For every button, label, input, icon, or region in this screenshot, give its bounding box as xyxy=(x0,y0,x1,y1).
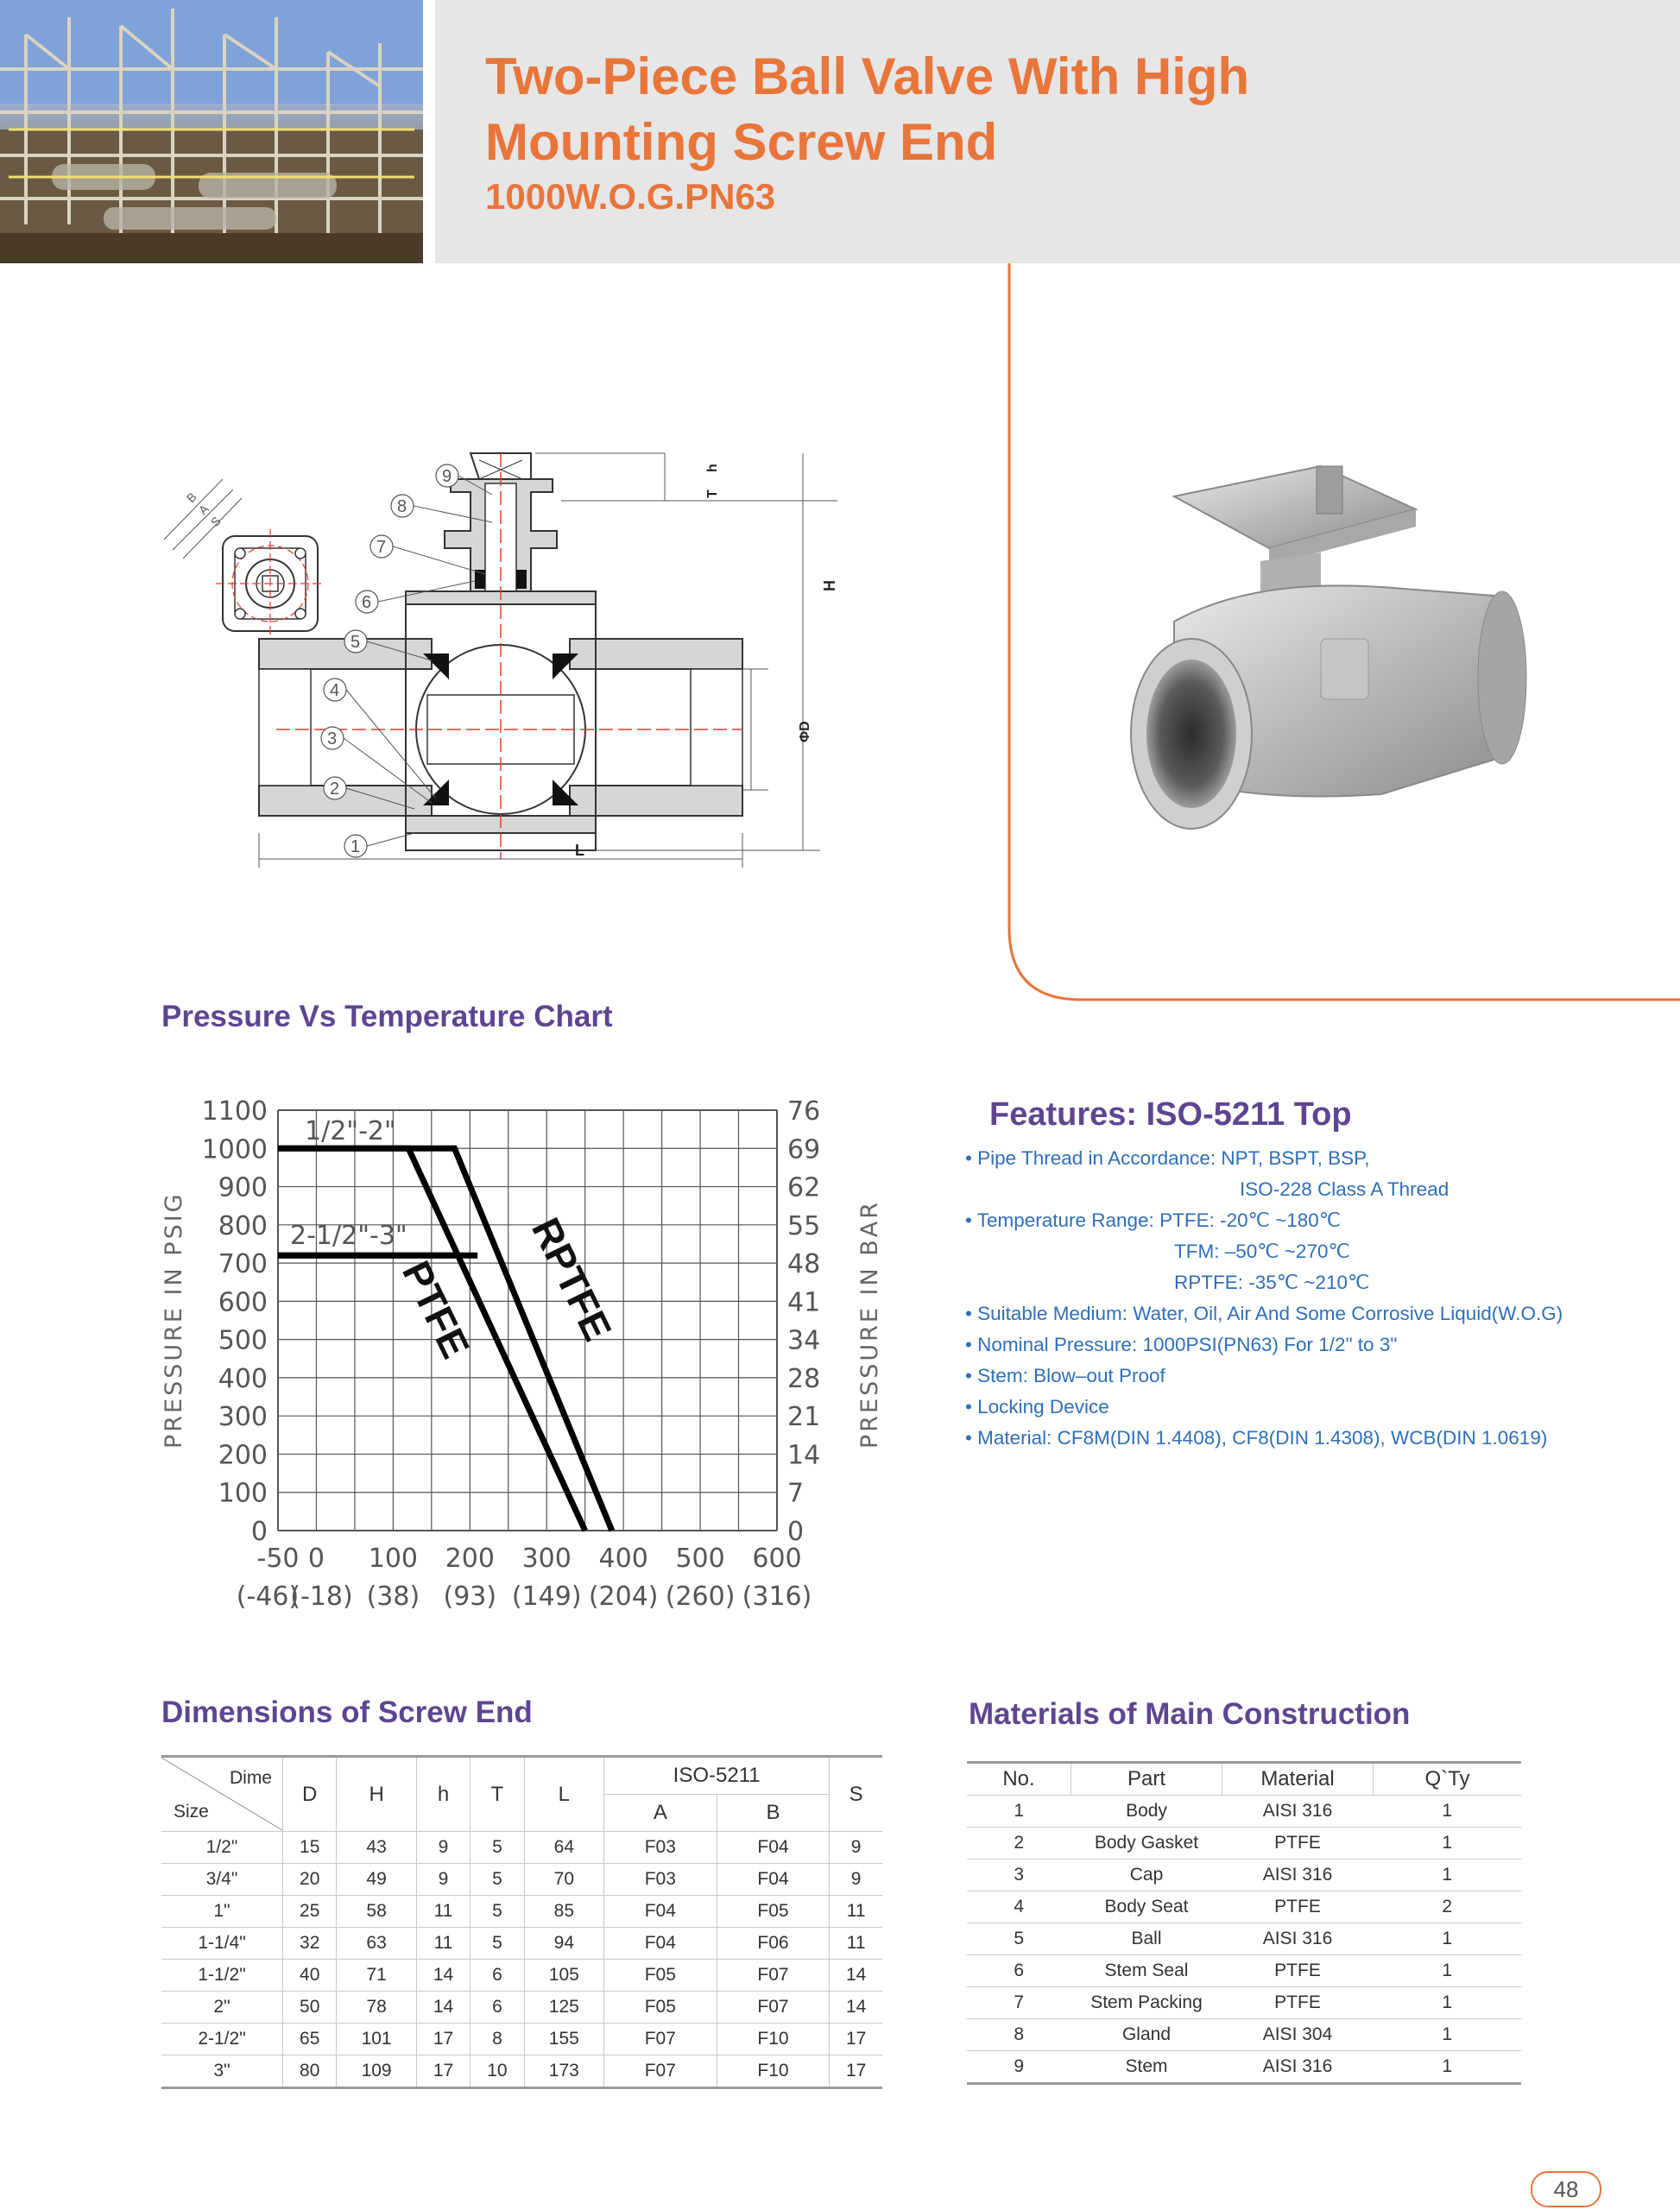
y-tick-label-bar: 7 xyxy=(787,1478,805,1509)
x-tick-label-f: -50 xyxy=(256,1544,300,1574)
table-cell: 71 xyxy=(337,1960,416,1992)
table-cell: 105 xyxy=(524,1960,603,1992)
table-cell: Cap xyxy=(1071,1860,1222,1891)
y-tick-label-psig: 1100 xyxy=(201,1096,268,1127)
pressure-temperature-chart xyxy=(147,1086,883,1621)
col-header-l: L xyxy=(524,1757,603,1832)
table-row xyxy=(967,1828,1521,1860)
table-cell: PTFE xyxy=(1222,1828,1374,1860)
table-cell: AISI 304 xyxy=(1222,2019,1374,2051)
feature-item: • Pipe Thread in Accordance: NPT, BSPT, BSP, xyxy=(965,1147,1370,1169)
table-cell: 78 xyxy=(337,1992,416,2024)
x-tick-label-c: (204) xyxy=(588,1582,659,1612)
table-cell: 1-1/2" xyxy=(161,1960,283,1992)
table-cell: 5 xyxy=(471,1896,524,1928)
y-tick-label-bar: 76 xyxy=(787,1096,821,1127)
table-cell: 11 xyxy=(830,1896,882,1928)
table-cell: 1/2" xyxy=(161,1832,283,1864)
table-cell: Gland xyxy=(1071,2019,1222,2051)
x-tick-label-f: 200 xyxy=(445,1544,495,1574)
table-cell: 32 xyxy=(283,1928,337,1960)
table-row xyxy=(161,2055,882,2088)
y-tick-label-bar: 69 xyxy=(787,1134,821,1165)
feature-item: • Nominal Pressure: 1000PSI(PN63) For 1/2" to 3" xyxy=(965,1334,1398,1355)
table-cell: 1 xyxy=(1374,2019,1522,2051)
table-row xyxy=(967,2051,1521,2084)
y-tick-label-bar: 0 xyxy=(787,1517,805,1547)
dim-label-b: B xyxy=(183,489,199,506)
table-cell: AISI 316 xyxy=(1222,2051,1374,2084)
page-number: 48 xyxy=(1531,2171,1601,2207)
table-cell: F05 xyxy=(604,1992,717,2024)
chart-tick-labels xyxy=(202,1096,821,1612)
table-cell: 17 xyxy=(416,2024,470,2055)
y-tick-label-bar: 48 xyxy=(787,1249,821,1280)
table-cell: F03 xyxy=(604,1864,717,1896)
col-header-no: No. xyxy=(967,1763,1071,1796)
table-cell: 94 xyxy=(524,1928,603,1960)
table-cell: 1" xyxy=(161,1896,283,1928)
table-cell: 10 xyxy=(471,2055,524,2088)
table-cell: 43 xyxy=(337,1832,416,1864)
table-cell: 109 xyxy=(337,2055,416,2088)
table-row xyxy=(967,1923,1521,1955)
dim-label-s: S xyxy=(207,514,224,530)
table-cell: 2-1/2" xyxy=(161,2024,283,2055)
dim-label-h: h xyxy=(705,464,720,472)
x-tick-label-f: 600 xyxy=(752,1544,802,1574)
corner-label-size: Size xyxy=(174,1802,209,1822)
svg-text:2: 2 xyxy=(330,780,340,799)
x-tick-label-f: 0 xyxy=(307,1544,325,1574)
table-cell: 1 xyxy=(1374,2051,1522,2084)
table-cell: 49 xyxy=(337,1864,416,1896)
y-tick-label-bar: 34 xyxy=(787,1325,821,1356)
table-cell: 1 xyxy=(1374,1796,1522,1828)
x-tick-label-c: (316) xyxy=(742,1582,812,1612)
table-cell: 2" xyxy=(161,1992,283,2024)
table-cell: 8 xyxy=(471,2024,524,2055)
table-cell: F07 xyxy=(604,2055,717,2088)
table-row xyxy=(161,1960,882,1992)
table-cell: 4 xyxy=(967,1891,1071,1923)
y-tick-label-psig: 300 xyxy=(218,1402,268,1433)
dimensions-table xyxy=(161,1755,882,2089)
table-cell: Stem xyxy=(1071,2051,1222,2084)
y-tick-label-psig: 600 xyxy=(218,1287,268,1318)
dim-label-big-h: H xyxy=(821,580,838,591)
table-cell: 5 xyxy=(471,1864,524,1896)
feature-item: • Suitable Medium: Water, Oil, Air And Some Corrosive Liquid(W.O.G) xyxy=(965,1303,1563,1324)
table-cell: 9 xyxy=(416,1864,470,1896)
table-cell: 9 xyxy=(416,1832,470,1864)
x-tick-label-c: (93) xyxy=(443,1582,497,1612)
y-tick-label-bar: 21 xyxy=(787,1402,821,1433)
table-cell: F07 xyxy=(717,1960,830,1992)
table-cell: F05 xyxy=(604,1960,717,1992)
y-tick-label-psig: 0 xyxy=(250,1517,268,1547)
table-cell: 5 xyxy=(471,1832,524,1864)
table-cell: 7 xyxy=(967,1987,1071,2019)
table-cell: 63 xyxy=(337,1928,416,1960)
table-cell: 125 xyxy=(524,1992,603,2024)
col-header-iso5211: ISO-5211 xyxy=(604,1757,830,1795)
dim-label-l: L xyxy=(575,842,584,859)
svg-text:3: 3 xyxy=(327,729,338,748)
table-cell: 14 xyxy=(416,1960,470,1992)
y-tick-label-bar: 14 xyxy=(787,1440,821,1471)
x-tick-label-c: (-18) xyxy=(290,1582,353,1612)
table-cell: 14 xyxy=(830,1992,882,2024)
table-cell: PTFE xyxy=(1222,1891,1374,1923)
table-cell: 65 xyxy=(283,2024,337,2055)
table-cell: 6 xyxy=(471,1992,524,2024)
col-header-qty: Q`Ty xyxy=(1374,1763,1522,1796)
svg-text:8: 8 xyxy=(397,497,407,516)
y-tick-label-bar: 55 xyxy=(787,1210,821,1241)
materials-table xyxy=(967,1761,1521,2085)
table-cell: 5 xyxy=(471,1928,524,1960)
table-cell: 9 xyxy=(830,1864,882,1896)
table-cell: 3/4" xyxy=(161,1864,283,1896)
table-cell: 11 xyxy=(416,1928,470,1960)
table-cell: 20 xyxy=(283,1864,337,1896)
table-cell: 101 xyxy=(337,2024,416,2055)
x-tick-label-c: (38) xyxy=(366,1582,420,1612)
table-cell: 173 xyxy=(524,2055,603,2088)
table-header-row xyxy=(161,1757,882,1795)
x-tick-label-c: (-46) xyxy=(236,1582,300,1612)
table-cell: F10 xyxy=(717,2024,830,2055)
y-tick-label-psig: 1000 xyxy=(201,1134,268,1165)
dimensions-heading: Dimensions of Screw End xyxy=(161,1695,533,1729)
x-tick-label-f: 300 xyxy=(521,1544,572,1574)
table-cell: F03 xyxy=(604,1832,717,1864)
table-cell: 64 xyxy=(524,1832,603,1864)
table-cell: F10 xyxy=(717,2055,830,2088)
svg-text:4: 4 xyxy=(330,681,340,700)
table-cell: Body Gasket xyxy=(1071,1828,1222,1860)
page-title-line-1: Two-Piece Ball Valve With High xyxy=(485,47,1250,105)
feature-item: • Material: CF8M(DIN 1.4408), CF8(DIN 1.4308), WCB(DIN 1.0619) xyxy=(965,1427,1548,1449)
valve-product-photo xyxy=(1122,449,1537,881)
table-cell: 1 xyxy=(1374,1828,1522,1860)
annotation-half-to-two: 1/2"-2" xyxy=(305,1116,396,1146)
materials-table-body xyxy=(967,1796,1521,2084)
feature-item: • Temperature Range: PTFE: -20℃ ~180℃ xyxy=(965,1209,1342,1231)
table-header-row xyxy=(967,1763,1521,1796)
table-cell: 9 xyxy=(830,1832,882,1864)
table-cell: 58 xyxy=(337,1896,416,1928)
table-cell: F04 xyxy=(717,1832,830,1864)
series-label-ptfe: PTFE xyxy=(394,1253,479,1366)
feature-item: • Locking Device xyxy=(965,1396,1109,1418)
table-cell: 70 xyxy=(524,1864,603,1896)
y-tick-label-psig: 200 xyxy=(218,1440,268,1471)
table-cell: 17 xyxy=(416,2055,470,2088)
svg-text:9: 9 xyxy=(442,467,452,486)
table-cell: F07 xyxy=(717,1992,830,2024)
table-row xyxy=(161,1992,882,2024)
table-cell: 8 xyxy=(967,2019,1071,2051)
table-row xyxy=(161,1928,882,1960)
table-cell: 15 xyxy=(283,1832,337,1864)
table-cell: 14 xyxy=(416,1992,470,2024)
y-tick-label-bar: 41 xyxy=(787,1287,821,1318)
svg-text:5: 5 xyxy=(351,633,361,652)
corner-label-dime: Dime xyxy=(229,1768,272,1788)
table-cell: F04 xyxy=(604,1928,717,1960)
table-cell: Ball xyxy=(1071,1923,1222,1955)
table-cell: 1 xyxy=(1374,1923,1522,1955)
corner-header-cell xyxy=(161,1757,283,1832)
table-cell: 1 xyxy=(967,1796,1071,1828)
table-row xyxy=(161,1896,882,1928)
col-header-material: Material xyxy=(1222,1763,1374,1796)
dim-label-a: A xyxy=(195,502,212,518)
table-cell: F04 xyxy=(717,1864,830,1896)
table-row xyxy=(967,1796,1521,1828)
table-cell: 11 xyxy=(416,1896,470,1928)
annotation-two-half-to-three: 2-1/2"-3" xyxy=(290,1221,407,1251)
table-cell: PTFE xyxy=(1222,1955,1374,1987)
table-cell: 1 xyxy=(1374,1860,1522,1891)
table-cell: 3 xyxy=(967,1860,1071,1891)
x-tick-label-f: 100 xyxy=(368,1544,419,1574)
table-row xyxy=(967,1891,1521,1923)
svg-text:1: 1 xyxy=(351,837,361,856)
y-tick-label-psig: 400 xyxy=(218,1363,268,1394)
features-title: Features: ISO-5211 Top xyxy=(989,1096,1352,1133)
table-cell: 1-1/4" xyxy=(161,1928,283,1960)
table-cell: Body xyxy=(1071,1796,1222,1828)
col-header-h: H xyxy=(337,1757,416,1832)
table-row xyxy=(967,1955,1521,1987)
x-tick-label-c: (149) xyxy=(511,1582,582,1612)
table-cell: 9 xyxy=(967,2051,1071,2084)
chart-heading: Pressure Vs Temperature Chart xyxy=(161,1000,613,1033)
callout-1 xyxy=(344,833,414,857)
table-cell: PTFE xyxy=(1222,1987,1374,2019)
dim-label-t: T xyxy=(705,489,720,498)
x-tick-label-c: (260) xyxy=(665,1582,736,1612)
feature-item: TFM: –50℃ ~270℃ xyxy=(1174,1241,1350,1262)
table-cell: 17 xyxy=(830,2055,882,2088)
table-cell: 85 xyxy=(524,1896,603,1928)
table-row xyxy=(161,1832,882,1864)
table-cell: 6 xyxy=(471,1960,524,1992)
col-header-a: A xyxy=(604,1795,717,1832)
top-view-drawing xyxy=(164,479,325,638)
col-header-s: S xyxy=(830,1757,882,1832)
page-title-line-2: Mounting Screw End xyxy=(485,113,998,171)
table-cell: 1 xyxy=(1374,1955,1522,1987)
y-axis-label-left: PRESSURE IN PSIG xyxy=(161,1191,187,1449)
table-cell: AISI 316 xyxy=(1222,1860,1374,1891)
series-label-rptfe: RPTFE xyxy=(523,1210,621,1348)
table-cell: 2 xyxy=(1374,1891,1522,1923)
col-header-small-h: h xyxy=(416,1757,470,1832)
table-cell: 14 xyxy=(830,1960,882,1992)
table-cell: 5 xyxy=(967,1923,1071,1955)
table-cell: 3" xyxy=(161,2055,283,2088)
table-cell: F06 xyxy=(717,1928,830,1960)
table-row xyxy=(967,1987,1521,2019)
table-cell: Stem Seal xyxy=(1071,1955,1222,1987)
col-header-part: Part xyxy=(1071,1763,1222,1796)
table-cell: 80 xyxy=(283,2055,337,2088)
y-tick-label-psig: 900 xyxy=(218,1172,268,1203)
y-tick-label-psig: 100 xyxy=(218,1478,268,1509)
table-cell: F07 xyxy=(604,2024,717,2055)
valve-section-drawing xyxy=(147,453,872,868)
col-header-t: T xyxy=(471,1757,524,1832)
col-header-b: B xyxy=(717,1795,830,1832)
table-cell: Stem Packing xyxy=(1071,1987,1222,2019)
table-cell: F05 xyxy=(717,1896,830,1928)
table-cell: F04 xyxy=(604,1896,717,1928)
feature-item: ISO-228 Class A Thread xyxy=(1240,1178,1449,1200)
table-cell: 2 xyxy=(967,1828,1071,1860)
table-row xyxy=(161,1864,882,1896)
dim-label-d: ΦD xyxy=(798,721,812,742)
table-cell: AISI 316 xyxy=(1222,1796,1374,1828)
y-tick-label-psig: 500 xyxy=(218,1325,268,1356)
materials-heading: Materials of Main Construction xyxy=(969,1697,1411,1731)
table-cell: 17 xyxy=(830,2024,882,2055)
table-row xyxy=(967,1860,1521,1891)
table-row xyxy=(967,2019,1521,2051)
svg-text:6: 6 xyxy=(362,593,372,612)
table-row xyxy=(161,2024,882,2055)
x-tick-label-f: 400 xyxy=(598,1544,648,1574)
table-cell: Body Seat xyxy=(1071,1891,1222,1923)
y-axis-label-right: PRESSURE IN BAR xyxy=(856,1199,883,1449)
y-tick-label-psig: 700 xyxy=(218,1249,268,1280)
col-header-d: D xyxy=(283,1757,337,1832)
dimensions-table-body xyxy=(161,1832,882,2088)
table-cell: 25 xyxy=(283,1896,337,1928)
y-tick-label-psig: 800 xyxy=(218,1210,268,1241)
y-tick-label-bar: 28 xyxy=(787,1363,821,1394)
table-cell: 40 xyxy=(283,1960,337,1992)
feature-item: • Stem: Blow–out Proof xyxy=(965,1365,1165,1386)
table-cell: 50 xyxy=(283,1992,337,2024)
table-cell: 6 xyxy=(967,1955,1071,1987)
svg-text:7: 7 xyxy=(376,538,387,557)
table-cell: 155 xyxy=(524,2024,603,2055)
table-cell: 1 xyxy=(1374,1987,1522,2019)
y-tick-label-bar: 62 xyxy=(787,1172,821,1203)
page-subtitle: 1000W.O.G.PN63 xyxy=(485,176,776,217)
x-tick-label-f: 500 xyxy=(675,1544,725,1574)
table-cell: AISI 316 xyxy=(1222,1923,1374,1955)
table-cell: 11 xyxy=(830,1928,882,1960)
feature-item: RPTFE: -35℃ ~210℃ xyxy=(1174,1272,1370,1293)
section-view-drawing xyxy=(259,453,838,868)
